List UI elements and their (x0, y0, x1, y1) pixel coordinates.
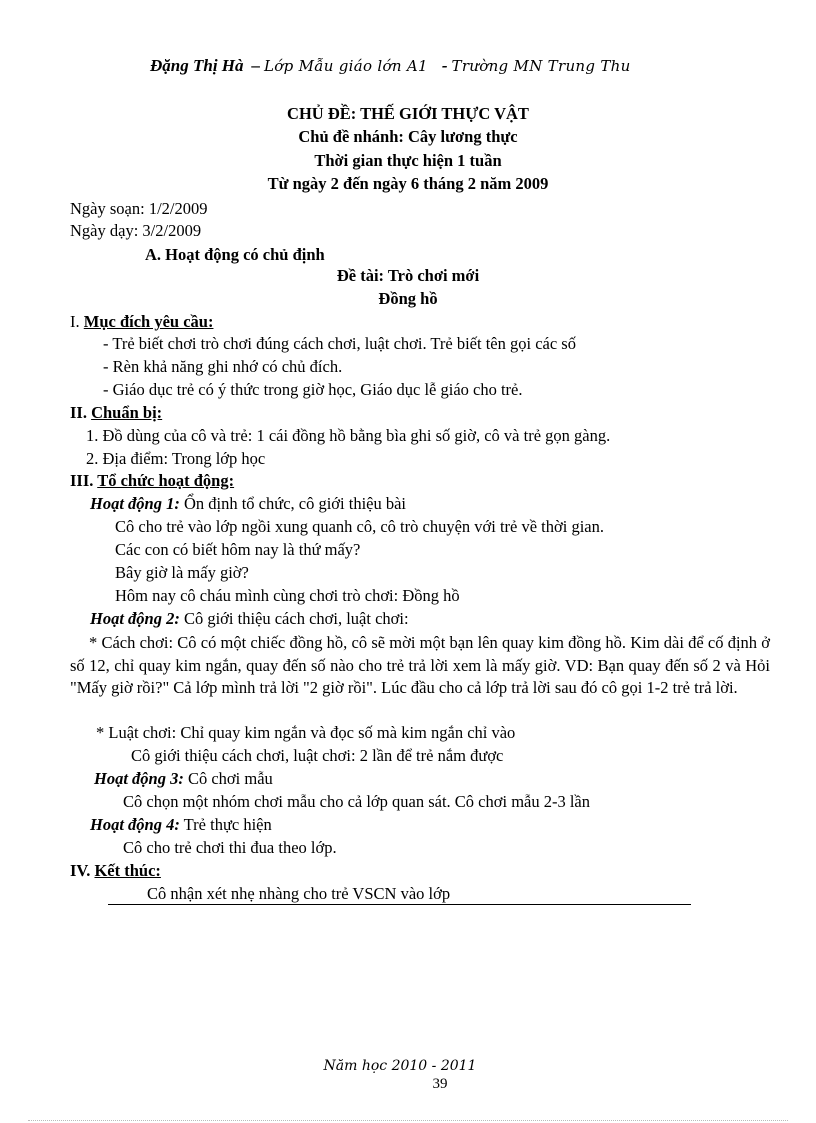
section-title: Kết thúc: (94, 861, 161, 880)
list-item: 2. Địa điểm: Trong lớp học (86, 449, 266, 468)
activity-label: Hoạt động 3: (94, 769, 184, 788)
subtopic-title: Chủ đề nhánh: Cây lương thực (298, 127, 518, 146)
section-title: Chuẩn bị: (91, 403, 163, 422)
section-number: IV. (70, 861, 95, 880)
closing-line: Cô nhận xét nhẹ nhàng cho trẻ VSCN vào lớp (147, 884, 451, 903)
section-number: I. (70, 312, 84, 331)
duration-line: Thời gian thực hiện 1 tuần (314, 151, 502, 170)
activity-line: Các con có biết hôm nay là thứ mấy? (115, 540, 361, 559)
school-year-footer: Năm học 2010 - 2011 (323, 1058, 477, 1074)
section-a-heading: A. Hoạt động có chủ định (145, 245, 325, 264)
prepared-date: Ngày soạn: 1/2/2009 (70, 199, 208, 218)
activity-label: Hoạt động 4: (90, 815, 180, 834)
page-header (150, 56, 631, 76)
activity-line: Cô cho trẻ chơi thi đua theo lớp. (123, 838, 337, 857)
page-number: 39 (432, 1076, 448, 1092)
author-name: Đặng Thị Hà (150, 56, 244, 75)
footer-divider (28, 1120, 788, 1121)
header-dash: - (441, 56, 448, 75)
section-number: II. (70, 403, 92, 422)
lesson-name: Đồng hồ (378, 289, 438, 308)
section-2-heading (70, 403, 162, 423)
date-range-line: Từ ngày 2 đến ngày 6 tháng 2 năm 2009 (267, 174, 549, 193)
section-3-heading (70, 471, 234, 491)
activity-text: Trẻ thực hiện (179, 815, 272, 834)
activity-text: Ổn định tổ chức, cô giới thiệu bài (179, 494, 407, 513)
taught-date: Ngày dạy: 3/2/2009 (70, 221, 202, 240)
section-1-heading (70, 312, 213, 332)
activity-2 (90, 609, 409, 629)
section-title: Mục đích yêu cầu: (83, 312, 214, 331)
activity-3 (94, 769, 273, 789)
topic-title: CHỦ ĐỀ: THẾ GIỚI THỰC VẬT (287, 104, 529, 123)
list-item: - Giáo dục trẻ có ý thức trong giờ học, Giáo dục lễ giáo cho trẻ. (103, 380, 523, 399)
rules-intro-line: Cô giới thiệu cách chơi, luật chơi: 2 lần để trẻ nắm được (131, 746, 504, 765)
school-name: Trường MN Trung Thu (451, 57, 631, 75)
rules-line: * Luật chơi: Chỉ quay kim ngắn và đọc số mà kim ngắn chỉ vào (96, 723, 516, 742)
section-number: III. (70, 471, 98, 490)
activity-line: Bây giờ là mấy giờ? (115, 563, 249, 582)
activity-label: Hoạt động 2: (90, 609, 180, 628)
class-name: Lớp Mẫu giáo lớn A1 (264, 57, 428, 75)
activity-label: Hoạt động 1: (90, 494, 180, 513)
list-item: 1. Đồ dùng của cô và trẻ: 1 cái đồng hồ bằng bìa ghi số giờ, cô và trẻ gọn gàng. (86, 426, 611, 445)
activity-1 (90, 494, 406, 514)
list-item: - Trẻ biết chơi trò chơi đúng cách chơi, luật chơi. Trẻ biết tên gọi các số (103, 334, 576, 353)
list-item: - Rèn khả năng ghi nhớ có chủ đích. (103, 357, 343, 376)
activity-text: Cô chơi mẫu (183, 769, 273, 788)
section-4-heading (70, 861, 161, 881)
activity-text: Cô giới thiệu cách chơi, luật chơi: (179, 609, 409, 628)
activity-line: Hôm nay cô cháu mình cùng chơi trò chơi: Đồng hồ (115, 586, 460, 605)
lesson-topic: Đề tài: Trò chơi mới (336, 266, 480, 285)
how-to-play-paragraph: * Cách chơi: Cô có một chiếc đồng hồ, cô sẽ mời một bạn lên quay kim đồng hồ. Kim dài để cố định ở số 12, chỉ quay kim ngắn, quay đến số nào cho trẻ trả lời xem là mấy giờ. VD: Bạn quay đến số 2 và Hỏi "Mấy giờ rồi?" Cả lớp mình trả lời "2 giờ rồi". Lúc đầu cho cả lớp trả lời sau đó cô gọi 1-2 trẻ trả lời. (70, 633, 770, 697)
horizontal-rule (108, 904, 691, 905)
header-dash: – (251, 56, 261, 75)
activity-line: Cô chọn một nhóm chơi mẫu cho cả lớp quan sát. Cô chơi mẫu 2-3 lần (123, 792, 591, 811)
activity-4 (90, 815, 272, 835)
activity-line: Cô cho trẻ vào lớp ngồi xung quanh cô, cô trò chuyện với trẻ về thời gian. (115, 517, 604, 536)
section-title: Tổ chức hoạt động: (97, 471, 235, 490)
